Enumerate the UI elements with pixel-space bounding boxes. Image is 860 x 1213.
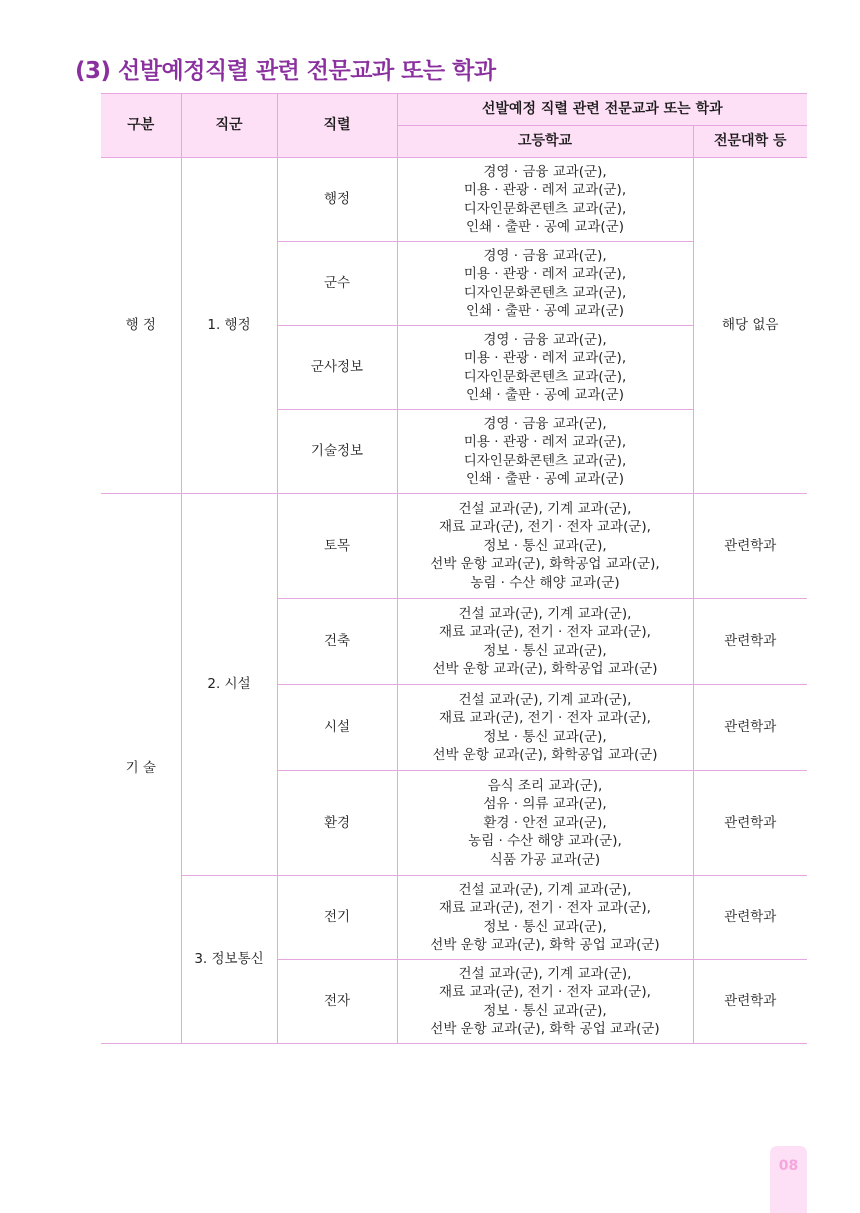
header-category: 구분 <box>101 94 181 158</box>
group-cell: 2. 시설 <box>181 494 277 876</box>
subjects-cell: 음식 조리 교과(군), 섬유 · 의류 교과(군), 환경 · 안전 교과(군), 농림 · 수산 해양 교과(군), 식품 가공 교과(군) <box>397 771 693 876</box>
college-cell: 관련학과 <box>693 960 807 1044</box>
header-related: 선발예정 직렬 관련 전문교과 또는 학과 <box>397 94 807 126</box>
series-cell: 전자 <box>277 960 397 1044</box>
series-cell: 군사정보 <box>277 326 397 410</box>
group-cell: 3. 정보통신 <box>181 876 277 1044</box>
series-cell: 기술정보 <box>277 410 397 494</box>
college-cell: 관련학과 <box>693 771 807 876</box>
college-cell: 해당 없음 <box>693 158 807 494</box>
series-cell: 전기 <box>277 876 397 960</box>
subjects-cell: 경영 · 금융 교과(군), 미용 · 관광 · 레저 교과(군), 디자인문화콘텐츠 교과(군), 인쇄 · 출판 · 공예 교과(군) <box>397 410 693 494</box>
series-cell: 건축 <box>277 599 397 685</box>
series-cell: 군수 <box>277 242 397 326</box>
series-cell: 토목 <box>277 494 397 599</box>
header-group: 직군 <box>181 94 277 158</box>
series-cell: 환경 <box>277 771 397 876</box>
subjects-cell: 건설 교과(군), 기계 교과(군), 재료 교과(군), 전기 · 전자 교과(군), 정보 · 통신 교과(군), 선박 운항 교과(군), 화학 공업 교과(군) <box>397 960 693 1044</box>
series-cell: 시설 <box>277 685 397 771</box>
header-college: 전문대학 등 <box>693 126 807 158</box>
section-heading: (3) 선발예정직렬 관련 전문교과 또는 학과 <box>75 58 496 84</box>
group-cell: 1. 행정 <box>181 158 277 494</box>
subjects-cell: 경영 · 금융 교과(군), 미용 · 관광 · 레저 교과(군), 디자인문화콘텐츠 교과(군), 인쇄 · 출판 · 공예 교과(군) <box>397 326 693 410</box>
category-cell: 기 술 <box>101 494 181 1044</box>
header-high-school: 고등학교 <box>397 126 693 158</box>
college-cell: 관련학과 <box>693 599 807 685</box>
subjects-cell: 건설 교과(군), 기계 교과(군), 재료 교과(군), 전기 · 전자 교과(군), 정보 · 통신 교과(군), 선박 운항 교과(군), 화학공업 교과(군), 농림 · 수산 해양 교과(군) <box>397 494 693 599</box>
header-series: 직렬 <box>277 94 397 158</box>
category-cell: 행 정 <box>101 158 181 494</box>
related-subjects-table <box>101 93 807 1044</box>
table-row <box>101 494 807 599</box>
page-number: 08 <box>778 1158 799 1174</box>
page-number-tab <box>770 1146 807 1213</box>
subjects-cell: 경영 · 금융 교과(군), 미용 · 관광 · 레저 교과(군), 디자인문화콘텐츠 교과(군), 인쇄 · 출판 · 공예 교과(군) <box>397 242 693 326</box>
table-row <box>101 158 807 242</box>
subjects-cell: 건설 교과(군), 기계 교과(군), 재료 교과(군), 전기 · 전자 교과(군), 정보 · 통신 교과(군), 선박 운항 교과(군), 화학공업 교과(군) <box>397 599 693 685</box>
college-cell: 관련학과 <box>693 876 807 960</box>
college-cell: 관련학과 <box>693 494 807 599</box>
subjects-cell: 건설 교과(군), 기계 교과(군), 재료 교과(군), 전기 · 전자 교과(군), 정보 · 통신 교과(군), 선박 운항 교과(군), 화학공업 교과(군) <box>397 685 693 771</box>
table-row <box>101 876 807 960</box>
subjects-cell: 경영 · 금융 교과(군), 미용 · 관광 · 레저 교과(군), 디자인문화콘텐츠 교과(군), 인쇄 · 출판 · 공예 교과(군) <box>397 158 693 242</box>
subjects-cell: 건설 교과(군), 기계 교과(군), 재료 교과(군), 전기 · 전자 교과(군), 정보 · 통신 교과(군), 선박 운항 교과(군), 화학 공업 교과(군) <box>397 876 693 960</box>
series-cell: 행정 <box>277 158 397 242</box>
college-cell: 관련학과 <box>693 685 807 771</box>
